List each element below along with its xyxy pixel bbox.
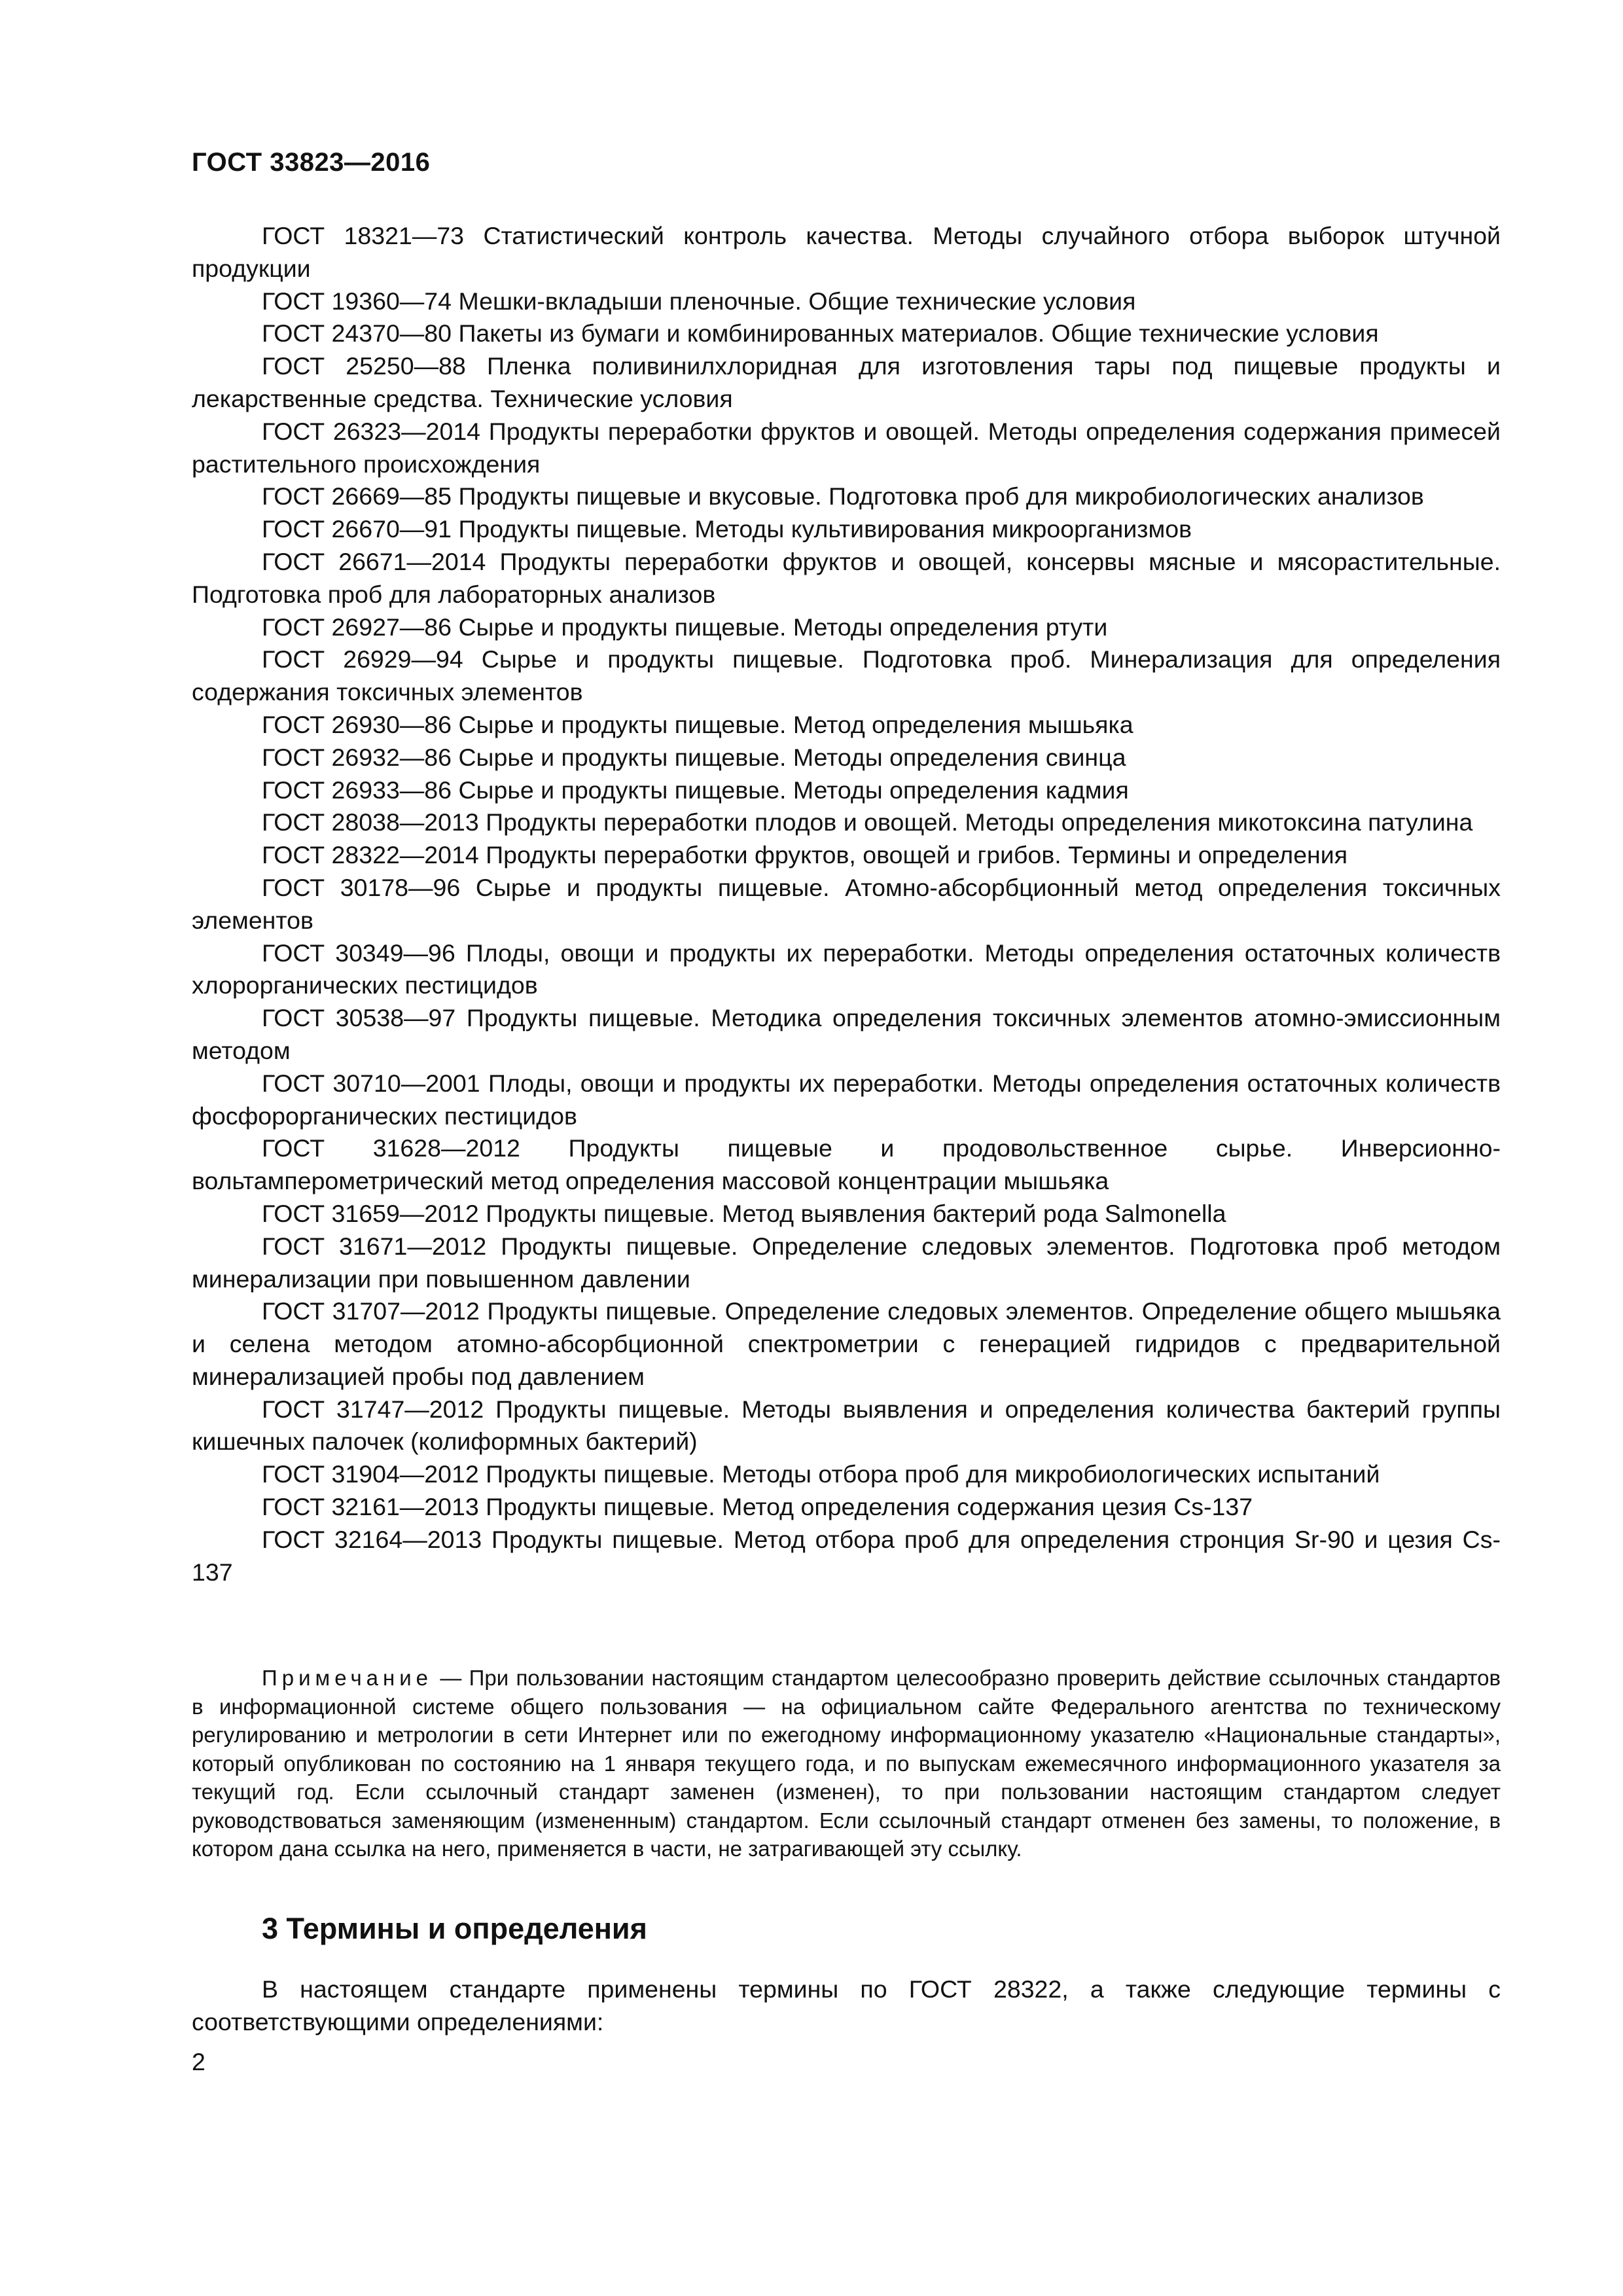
reference-item: ГОСТ 31671—2012 Продукты пищевые. Определение следовых элементов. Подготовка проб методом минерализации при повышенном давлении [192,1232,1501,1293]
document-designation: ГОСТ 33823—2016 [192,148,431,177]
reference-item: ГОСТ 28038—2013 Продукты переработки плодов и овощей. Методы определения микотоксина патулина [262,808,1473,836]
section-heading: 3 Термины и определения [262,1912,647,1945]
section-intro-paragraph: В настоящем стандарте применены термины по ГОСТ 28322, а также следующие термины с соответствующими определениями: [192,1975,1501,2036]
reference-item: ГОСТ 19360—74 Мешки-вкладыши пленочные. Общие технические условия [262,287,1136,315]
reference-item: ГОСТ 18321—73 Статистический контроль качества. Методы случайного отбора выборок штучной продукции [192,222,1501,282]
reference-item: ГОСТ 31747—2012 Продукты пищевые. Методы выявления и определения количества бактерий группы кишечных палочек (колиформных бактерий) [192,1395,1501,1456]
reference-item: ГОСТ 26671—2014 Продукты переработки фруктов и овощей, консервы мясные и мясорастительные. Подготовка проб для лабораторных анализов [192,547,1501,608]
reference-item: ГОСТ 26930—86 Сырье и продукты пищевые. Метод определения мышьяка [262,710,1133,738]
note-label: Примечание [262,1666,433,1690]
reference-item: ГОСТ 31904—2012 Продукты пищевые. Методы отбора проб для микробиологических испытаний [262,1460,1380,1488]
reference-item: ГОСТ 32164—2013 Продукты пищевые. Метод отбора проб для определения стронция Sr-90 и цезия Cs-137 [192,1525,1501,1586]
reference-item: ГОСТ 31659—2012 Продукты пищевые. Метод выявления бактерий рода Salmonella [262,1199,1226,1227]
reference-item: ГОСТ 32161—2013 Продукты пищевые. Метод определения содержания цезия Cs-137 [262,1493,1253,1521]
reference-item: ГОСТ 30349—96 Плоды, овощи и продукты их переработки. Методы определения остаточных количеств хлорорганических пестицидов [192,939,1501,999]
reference-item: ГОСТ 31628—2012 Продукты пищевые и продовольственное сырье. Инверсионно-вольтамперометрический метод определения массовой концентрации мышьяка [192,1134,1501,1195]
reference-item: ГОСТ 26929—94 Сырье и продукты пищевые. Подготовка проб. Минерализация для определения содержания токсичных элементов [192,645,1501,706]
reference-item: ГОСТ 28322—2014 Продукты переработки фруктов, овощей и грибов. Термины и определения [262,841,1348,869]
reference-item: ГОСТ 26932—86 Сырье и продукты пищевые. Методы определения свинца [262,743,1126,771]
reference-item: ГОСТ 26323—2014 Продукты переработки фруктов и овощей. Методы определения содержания примесей растительного происхождения [192,417,1501,478]
reference-item: ГОСТ 26669—85 Продукты пищевые и вкусовые. Подготовка проб для микробиологических анализов [262,482,1424,511]
reference-item: ГОСТ 26670—91 Продукты пищевые. Методы культивирования микроорганизмов [262,515,1192,543]
page-number: 2 [192,2048,205,2075]
reference-item: ГОСТ 26933—86 Сырье и продукты пищевые. Методы определения кадмия [262,776,1129,804]
note-text: При пользовании настоящим стандартом целесообразно проверить действие ссылочных стандартов в информационной системе общего пользования — на официальном сайте Федерального агентства по техническому регулированию и метрологии в сети Интернет или по ежегодному информационному указателю «Национальные стандарты», который опубликован по состоянию на 1 января текущего года, и по выпускам ежемесячного информационного указателя за текущий год. Если ссылочный стандарт заменен (изменен), то при пользовании настоящим стандартом следует руководствоваться заменяющим (измененным) стандартом. Если ссылочный стандарт отменен без замены, то положение, в котором дана ссылка на него, применяется в части, не затрагивающей эту ссылку. [192,1666,1501,1861]
reference-item: ГОСТ 25250—88 Пленка поливинилхлоридная для изготовления тары под пищевые продукты и лекарственные средства. Технические условия [192,352,1501,412]
normative-references-list [192,220,1501,1588]
reference-item: ГОСТ 31707—2012 Продукты пищевые. Определение следовых элементов. Определение общего мышьяка и селена методом атомно-абсорбционной спектрометрии с генерацией гидридов с предварительной минерализацией пробы под давлением [192,1297,1501,1390]
reference-item: ГОСТ 30538—97 Продукты пищевые. Методика определения токсичных элементов атомно-эмиссионным методом [192,1004,1501,1064]
reference-item: ГОСТ 30178—96 Сырье и продукты пищевые. Атомно-абсорбционный метод определения токсичных элементов [192,873,1501,934]
note-dash: — [433,1666,469,1690]
reference-item: ГОСТ 30710—2001 Плоды, овощи и продукты их переработки. Методы определения остаточных количеств фосфорорганических пестицидов [192,1069,1501,1130]
reference-item: ГОСТ 24370—80 Пакеты из бумаги и комбинированных материалов. Общие технические условия [262,319,1379,348]
reference-item: ГОСТ 26927—86 Сырье и продукты пищевые. Методы определения ртути [262,613,1108,641]
note-paragraph [192,1664,1501,1863]
